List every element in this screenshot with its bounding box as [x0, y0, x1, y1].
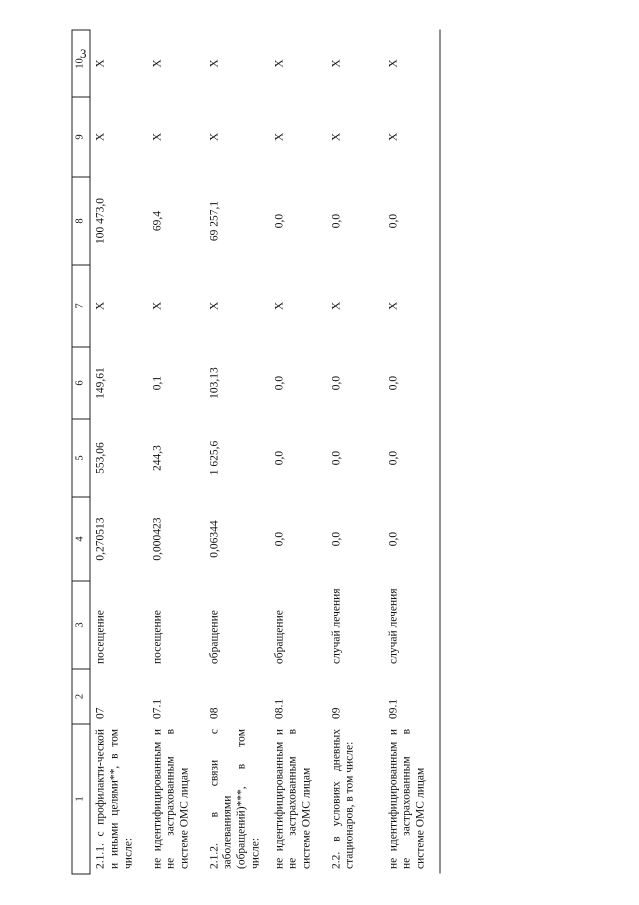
x-mark-cell: X: [383, 265, 440, 347]
x-mark-cell: X: [208, 59, 220, 68]
x-mark-cell: X: [208, 301, 220, 311]
unit-cell: обращение: [208, 610, 220, 664]
x-mark-cell: X: [383, 97, 440, 177]
value-cell: 0,000423: [151, 517, 163, 561]
value-cell: 0,0: [330, 375, 343, 391]
column-header: 7: [72, 265, 90, 347]
table-row: [90, 30, 147, 874]
row-code: 08: [208, 707, 220, 719]
x-mark-cell: X: [273, 132, 286, 142]
column-header: 6: [72, 347, 90, 419]
table-row: [147, 30, 204, 874]
value-cell: 103,13: [208, 367, 220, 399]
row-description: 2.2. в условиях дневных стационаров, в том числе:: [330, 729, 356, 869]
x-mark-cell: X: [90, 265, 147, 347]
column-header: 3: [72, 581, 90, 669]
column-header: 10: [72, 30, 90, 97]
x-mark-cell: X: [90, 30, 147, 97]
row-description: 2.1.2. в связи с заболеваниями (обращений)***, в том числе:: [208, 729, 262, 869]
row-description: не идентифицированным и не застрахованным в системе ОМС лицам: [273, 729, 313, 869]
column-header: 9: [72, 97, 90, 177]
data-table: [72, 30, 441, 875]
value-cell: 244,3: [151, 445, 163, 471]
value-cell: 100 473,0: [90, 177, 147, 265]
value-cell: 0,0: [383, 347, 440, 419]
header-row: [72, 30, 90, 874]
page-number: 3: [80, 46, 87, 61]
x-mark-cell: X: [151, 301, 163, 311]
row-description: не идентифицированным и не застрахованным в системе ОМС лицам: [383, 724, 440, 874]
column-header: 5: [72, 419, 90, 497]
rotated-table-container: [72, 31, 569, 875]
row-code: 09: [330, 707, 343, 719]
row-code: 07.1: [151, 698, 163, 719]
x-mark-cell: X: [273, 59, 286, 68]
row-code: 07: [90, 669, 147, 724]
value-cell: 0,0: [330, 450, 343, 466]
value-cell: 69 257,1: [208, 200, 220, 242]
value-cell: 0,270513: [90, 497, 147, 581]
unit-cell: посещение: [90, 581, 147, 669]
value-cell: 0,0: [330, 531, 343, 547]
value-cell: 0,0: [273, 450, 286, 466]
table-row: [204, 30, 269, 874]
column-header: 4: [72, 497, 90, 581]
row-code: 08.1: [273, 698, 286, 719]
value-cell: 0,0: [383, 177, 440, 265]
table-row: [326, 30, 383, 874]
value-cell: 0,0: [383, 497, 440, 581]
value-cell: 0,0: [273, 531, 286, 547]
unit-cell: случай лечения: [383, 581, 440, 669]
value-cell: 1 625,6: [208, 440, 220, 476]
x-mark-cell: X: [208, 132, 220, 142]
x-mark-cell: X: [330, 59, 343, 68]
x-mark-cell: X: [151, 59, 163, 68]
table-row: [383, 30, 440, 874]
value-cell: 69,4: [151, 210, 163, 232]
value-cell: 0,0: [383, 419, 440, 497]
column-header: 2: [72, 669, 90, 724]
table-row: [269, 30, 326, 874]
row-description: 2.1.1. с профилакти-ческой и иными целями**, в том числе:: [90, 724, 147, 874]
x-mark-cell: X: [330, 301, 343, 311]
value-cell: 0,0: [330, 213, 343, 229]
value-cell: 0,06344: [208, 520, 220, 558]
value-cell: 0,0: [273, 375, 286, 391]
unit-cell: обращение: [273, 610, 286, 664]
x-mark-cell: X: [383, 30, 440, 97]
x-mark-cell: X: [151, 132, 163, 142]
unit-cell: случай лечения: [330, 588, 343, 664]
value-cell: 149,61: [90, 347, 147, 419]
value-cell: 0,0: [273, 213, 286, 229]
unit-cell: посещение: [151, 610, 163, 664]
column-header: 8: [72, 177, 90, 265]
column-header: 1: [72, 724, 90, 874]
value-cell: 553,06: [90, 419, 147, 497]
x-mark-cell: X: [330, 132, 343, 142]
x-mark-cell: X: [90, 97, 147, 177]
row-description: не идентифицированным и не застрахованным в системе ОМС лицам: [151, 729, 191, 869]
value-cell: 0,1: [151, 375, 163, 391]
x-mark-cell: X: [273, 301, 286, 311]
row-code: 09.1: [383, 669, 440, 724]
